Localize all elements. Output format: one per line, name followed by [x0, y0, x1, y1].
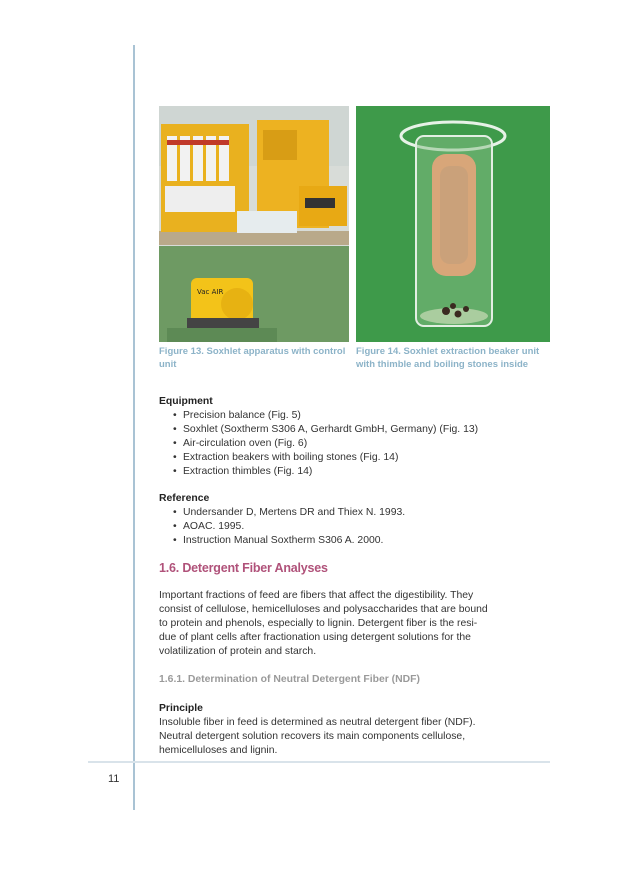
paragraph-line: Neutral detergent solution recovers its main components cellulose,: [159, 731, 466, 742]
figure-14-photo: [356, 106, 550, 342]
figure-13-photo: [159, 106, 349, 342]
paragraph-line: Important fractions of feed are fibers that affect the digestibility. They: [159, 590, 474, 601]
reference-item: • AOAC. 1995.: [173, 520, 559, 534]
reference-item: • Instruction Manual Soxtherm S306 A. 2000.: [173, 534, 559, 548]
equipment-item: • Extraction thimbles (Fig. 14): [173, 465, 559, 479]
paragraph-line: hemicelluloses and lignin.: [159, 745, 278, 756]
figure-13-caption: Figure 13. Soxhlet apparatus with control unit: [159, 346, 346, 370]
section-paragraph: [159, 589, 559, 659]
principle-paragraph: [159, 716, 559, 758]
reference-list: [159, 506, 559, 548]
paragraph-line: due of plant cells after fractionation using detergent solutions for the: [159, 632, 471, 643]
margin-rule: [133, 45, 135, 810]
equipment-item: • Precision balance (Fig. 5): [173, 409, 559, 423]
paragraph-line: consist of cellulose, hemicelluloses and polysaccharides that are bound: [159, 604, 488, 615]
svg-text:Vac AIR: Vac AIR: [197, 288, 224, 296]
equipment-item: • Air-circulation oven (Fig. 6): [173, 437, 559, 451]
section-heading: 1.6. Detergent Fiber Analyses: [159, 561, 328, 575]
main-content: [159, 395, 559, 758]
paragraph-line: volatilization of protein and starch.: [159, 646, 317, 657]
equipment-item: • Soxhlet (Soxtherm S306 A, Gerhardt GmbH, Germany) (Fig. 13): [173, 423, 559, 437]
figure-14-caption: Figure 14. Soxhlet extraction beaker unit with thimble and boiling stones inside: [356, 346, 540, 370]
reference-section: [159, 492, 559, 548]
subsection-heading: 1.6.1. Determination of Neutral Detergent Fiber (NDF): [159, 674, 420, 685]
principle-title: Principle: [159, 703, 203, 714]
equipment-title: Equipment: [159, 396, 213, 407]
reference-title: Reference: [159, 493, 210, 504]
reference-item: • Undersander D, Mertens DR and Thiex N. 1993.: [173, 506, 559, 520]
equipment-section: [159, 395, 559, 479]
page-number: 11: [108, 773, 120, 785]
footer-rule: [88, 761, 550, 763]
paragraph-line: to protein and phenols, especially to lignin. Detergent fiber is the resi-: [159, 618, 478, 629]
paragraph-line: Insoluble fiber in feed is determined as neutral detergent fiber (NDF).: [159, 717, 476, 728]
equipment-list: [159, 409, 559, 479]
equipment-item: • Extraction beakers with boiling stones (Fig. 14): [173, 451, 559, 465]
